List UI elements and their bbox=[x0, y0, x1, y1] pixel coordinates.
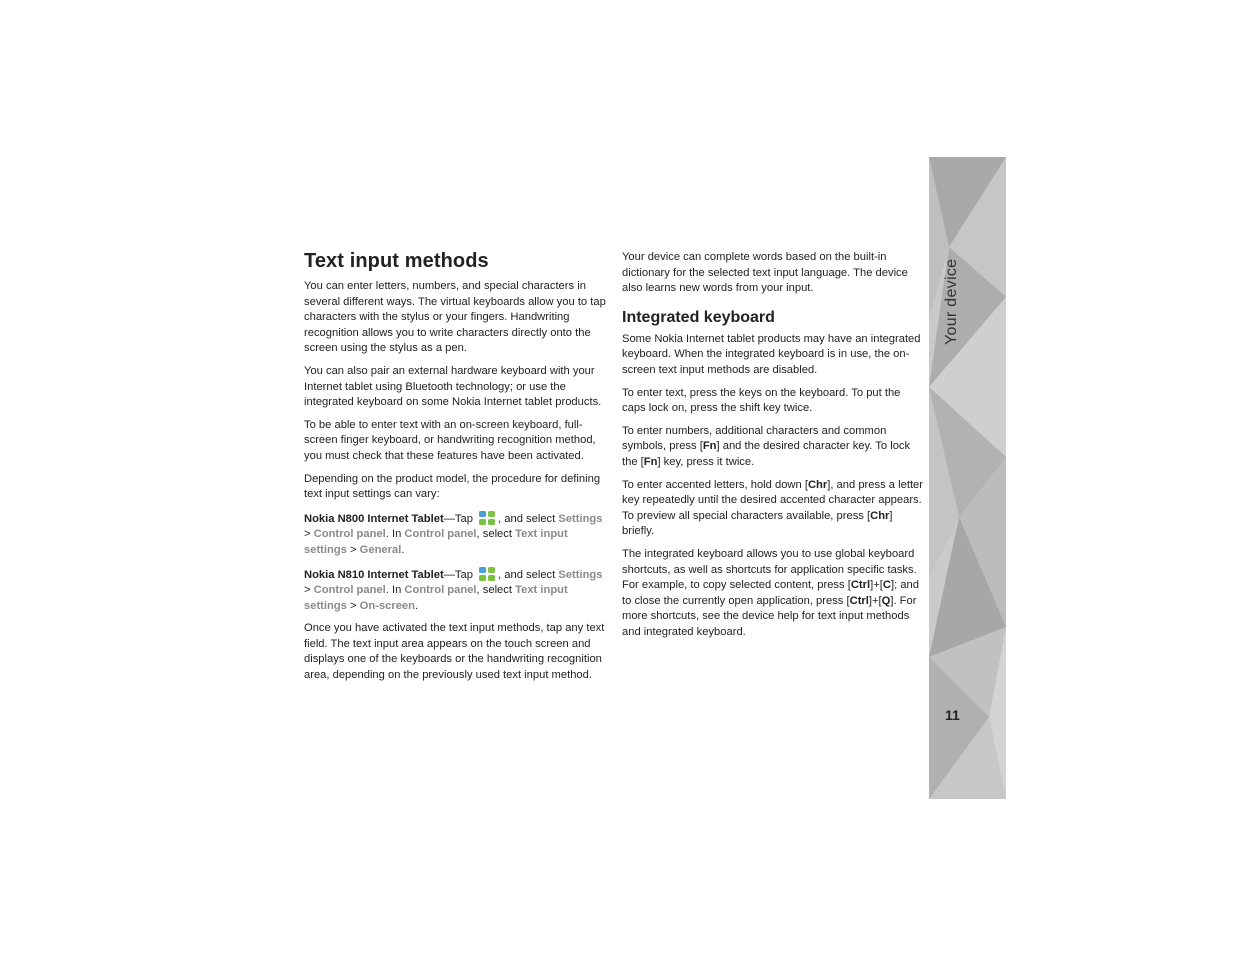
menu-control-panel: Control panel bbox=[404, 584, 477, 597]
menu-general: General bbox=[359, 543, 402, 556]
left-column bbox=[304, 250, 606, 691]
menu-control-panel: Control panel bbox=[313, 584, 386, 597]
paragraph: Some Nokia Internet tablet products may have an integrated keyboard. When the integrated keyboard is in use, the on-screen text input methods are disabled. bbox=[622, 332, 921, 376]
key-c: C bbox=[882, 579, 891, 592]
paragraph: You can also pair an external hardware keyboard with your Internet tablet using Bluetooth technology; or use the integrated keyboard on some Nokia Internet tablet products. bbox=[304, 364, 602, 409]
paragraph: To enter numbers, additional characters and common symbols, press [Fn] and the desired character key. To lock the [Fn] key, press it twice. bbox=[622, 424, 911, 468]
menu-control-panel: Control panel bbox=[313, 528, 386, 541]
paragraph: You can enter letters, numbers, and special characters in several different ways. The virtual keyboards allow you to tap characters with the stylus or your fingers. Handwriting recognition allows you to write characters directly onto the screen using the stylus as a pen. bbox=[304, 280, 606, 355]
menu-settings: Settings bbox=[558, 568, 603, 581]
key-q: Q bbox=[881, 594, 891, 607]
paragraph: Depending on the product model, the procedure for defining text input settings can vary: bbox=[304, 472, 601, 501]
paragraph: To be able to enter text with an on-screen keyboard, full-screen finger keyboard, or handwriting recognition method, you must check that these features have been activated. bbox=[304, 418, 596, 462]
key-ctrl: Ctrl bbox=[850, 579, 871, 592]
section-heading: Integrated keyboard bbox=[622, 308, 775, 326]
key-fn: Fn bbox=[702, 440, 717, 453]
key-chr: Chr bbox=[870, 509, 890, 522]
page-title: Text input methods bbox=[304, 250, 489, 272]
key-chr: Chr bbox=[807, 478, 828, 491]
paragraph: Once you have activated the text input methods, tap any text field. The text input area appears on the touch screen and displays one of the keyboards or the handwriting recognition area, depending on the previously used text input method. bbox=[304, 622, 605, 682]
right-column bbox=[622, 250, 924, 647]
page-number: 11 bbox=[945, 707, 960, 723]
n800-instructions: Nokia N800 Internet Tablet—Tap , and select Settings > Control panel. In Control panel, select Text input settings > General. bbox=[304, 510, 606, 559]
section-label: Your device bbox=[943, 258, 960, 345]
paragraph: To enter accented letters, hold down [Chr], and press a letter key repeatedly until the desired accented character appears. To preview all special characters available, press [Chr] briefly. bbox=[622, 478, 924, 538]
paragraph: To enter text, press the keys on the keyboard. To put the caps lock on, press the shift key twice. bbox=[622, 386, 901, 415]
menu-text-input-settings: Text input settings bbox=[304, 584, 568, 612]
model-name: Nokia N810 Internet Tablet bbox=[304, 568, 444, 581]
application-grid-icon bbox=[478, 566, 496, 582]
paragraph: Your device can complete words based on the built-in dictionary for the selected text input language. The device also learns new words from your input. bbox=[622, 251, 908, 295]
key-fn: Fn bbox=[643, 455, 658, 468]
menu-text-input-settings: Text input settings bbox=[304, 528, 568, 556]
faceted-background bbox=[929, 157, 1006, 799]
key-ctrl: Ctrl bbox=[849, 594, 869, 607]
application-grid-icon bbox=[478, 510, 496, 526]
n810-instructions: Nokia N810 Internet Tablet—Tap , and select Settings > Control panel. In Control panel, select Text input settings > On-screen. bbox=[304, 566, 606, 615]
menu-control-panel: Control panel bbox=[404, 528, 477, 541]
paragraph: The integrated keyboard allows you to use global keyboard shortcuts, as well as shortcuts for application specific tasks. For example, to copy selected content, press [Ctrl]+[C]; and to close the currently open application, press [Ctrl]+[Q]. For more shortcuts, see the device help for text input methods and integrated keyboard. bbox=[622, 547, 919, 638]
model-name: Nokia N800 Internet Tablet bbox=[304, 512, 444, 525]
menu-settings: Settings bbox=[558, 512, 603, 525]
section-side-tab bbox=[929, 157, 1006, 799]
menu-on-screen: On-screen bbox=[359, 599, 415, 612]
